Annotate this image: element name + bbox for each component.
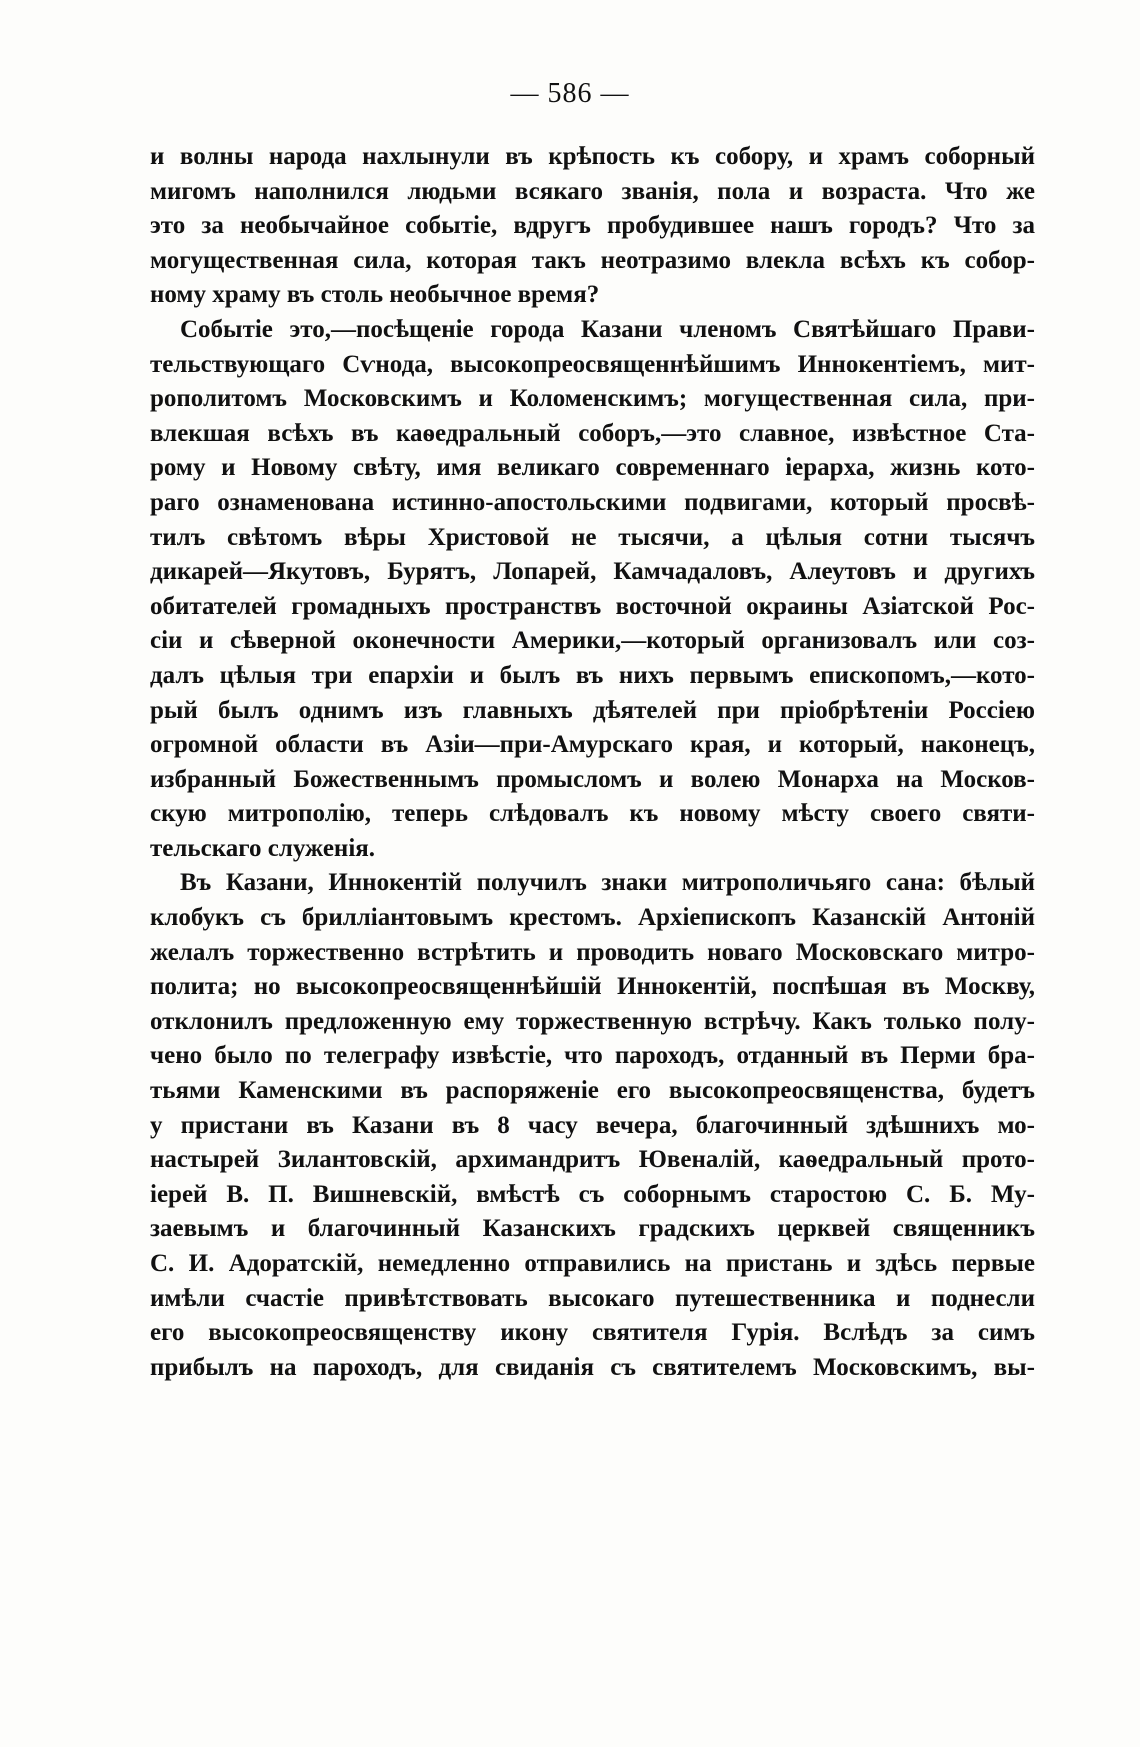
text-line: имѣли счастіе привѣтствовать высокаго путешественника и поднесли	[150, 1284, 1035, 1312]
text-line: это за необычайное событіе, вдругъ пробудившее нашъ городъ? Что за	[150, 212, 1035, 240]
page-number: — 586 —	[510, 78, 630, 109]
text-line: іерей В. П. Вишневскій, вмѣстѣ съ соборнымъ старостою С. Б. Му-	[150, 1180, 1035, 1208]
text-line: и волны народа нахлынули въ крѣпость къ собору, и храмъ соборный	[150, 143, 1035, 170]
text-line: ному храму въ столь необычное время?	[150, 281, 600, 309]
text-line: рому и Новому свѣту, имя великаго современнаго іерарха, жизнь кото-	[150, 454, 1035, 482]
text-line: мигомъ наполнился людьми всякаго званія, пола и возраста. Что же	[150, 177, 1035, 205]
text-line: избранный Божественнымъ промысломъ и волею Монарха на Москов-	[150, 765, 1035, 793]
text-line: прибылъ на пароходъ, для свиданія съ святителемъ Московскимъ, вы-	[150, 1353, 1035, 1381]
text-line: у пристани въ Казани въ 8 часу вечера, благочинный здѣшнихъ мо-	[150, 1111, 1035, 1139]
text-line: клобукъ съ бриллiантовымъ крестомъ. Архіепископъ Казанскій Антоній	[150, 904, 1035, 932]
text-line: рополитомъ Московскимъ и Коломенскимъ; могущественная сила, при-	[150, 385, 1035, 413]
text-line: могущественная сила, которая такъ неотразимо влекла всѣхъ къ собор-	[150, 246, 1035, 274]
text-line: отклонилъ предложенную ему торжественную встрѣчу. Какъ только полу-	[150, 1007, 1035, 1035]
text-line: рый былъ однимъ изъ главныхъ дѣятелей при пріобрѣтеніи Россіею	[150, 696, 1035, 724]
text-line: раго ознаменована истинно-апостольскими подвигами, который просвѣ-	[150, 488, 1035, 516]
text-line: далъ цѣлыя три епархіи и былъ въ нихъ первымъ епископомъ,—кото-	[150, 661, 1035, 689]
text-line: его высокопреосвященству икону святителя Гурія. Вслѣдъ за симъ	[150, 1319, 1035, 1347]
text-line: дикарей—Якутовъ, Бурятъ, Лопарей, Камчадаловъ, Алеутовъ и другихъ	[150, 558, 1035, 586]
text-line: огромной области въ Азіи—при-Амурскаго края, и который, наконецъ,	[150, 731, 1035, 759]
body-text	[150, 140, 1035, 1385]
text-line: скую митрополію, теперь слѣдовалъ къ новому мѣсту своего святи-	[150, 800, 1035, 828]
text-line: желалъ торжественно встрѣтить и проводить новаго Московскаго митро-	[150, 938, 1035, 966]
text-line: чено было по телеграфу извѣстіе, что пароходъ, отданный въ Перми бра-	[150, 1042, 1035, 1070]
text-line: Въ Казани, Иннокентій получилъ знаки митрополичьяго сана: бѣлый	[180, 869, 1035, 897]
text-line: влекшая всѣхъ въ каѳедральный соборъ,—это славное, извѣстное Ста-	[150, 419, 1035, 447]
text-line: С. И. Адоратскій, немедленно отправились на пристань и здѣсь первые	[150, 1250, 1035, 1277]
text-line: Событіе это,—посѣщеніе города Казани членомъ Святѣйшаго Прави-	[180, 315, 1035, 343]
text-line: тельскаго служенія.	[150, 834, 376, 862]
text-line: тьями Каменскими въ распоряженіе его высокопреосвященства, будетъ	[150, 1077, 1035, 1105]
text-line: обитателей громадныхъ пространствъ восточной окраины Азіатской Рос-	[150, 592, 1035, 620]
text-line: сіи и сѣверной оконечности Америки,—который организовалъ или соз-	[150, 627, 1035, 655]
text-line: тилъ свѣтомъ вѣры Христовой не тысячи, а цѣлыя сотни тысячъ	[150, 523, 1035, 551]
text-line: настырей Зилантовскій, архимандритъ Ювеналій, каѳедральный прото-	[150, 1146, 1035, 1174]
text-line: заевымъ и благочинный Казанскихъ градскихъ церквей священникъ	[150, 1215, 1035, 1243]
text-line: полита; но высокопреосвященнѣйшій Иннокентій, поспѣшая въ Москву,	[150, 973, 1035, 1001]
text-line: тельствующаго Сѵнода, высокопреосвященнѣйшимъ Иннокентіемъ, мит-	[150, 350, 1035, 378]
